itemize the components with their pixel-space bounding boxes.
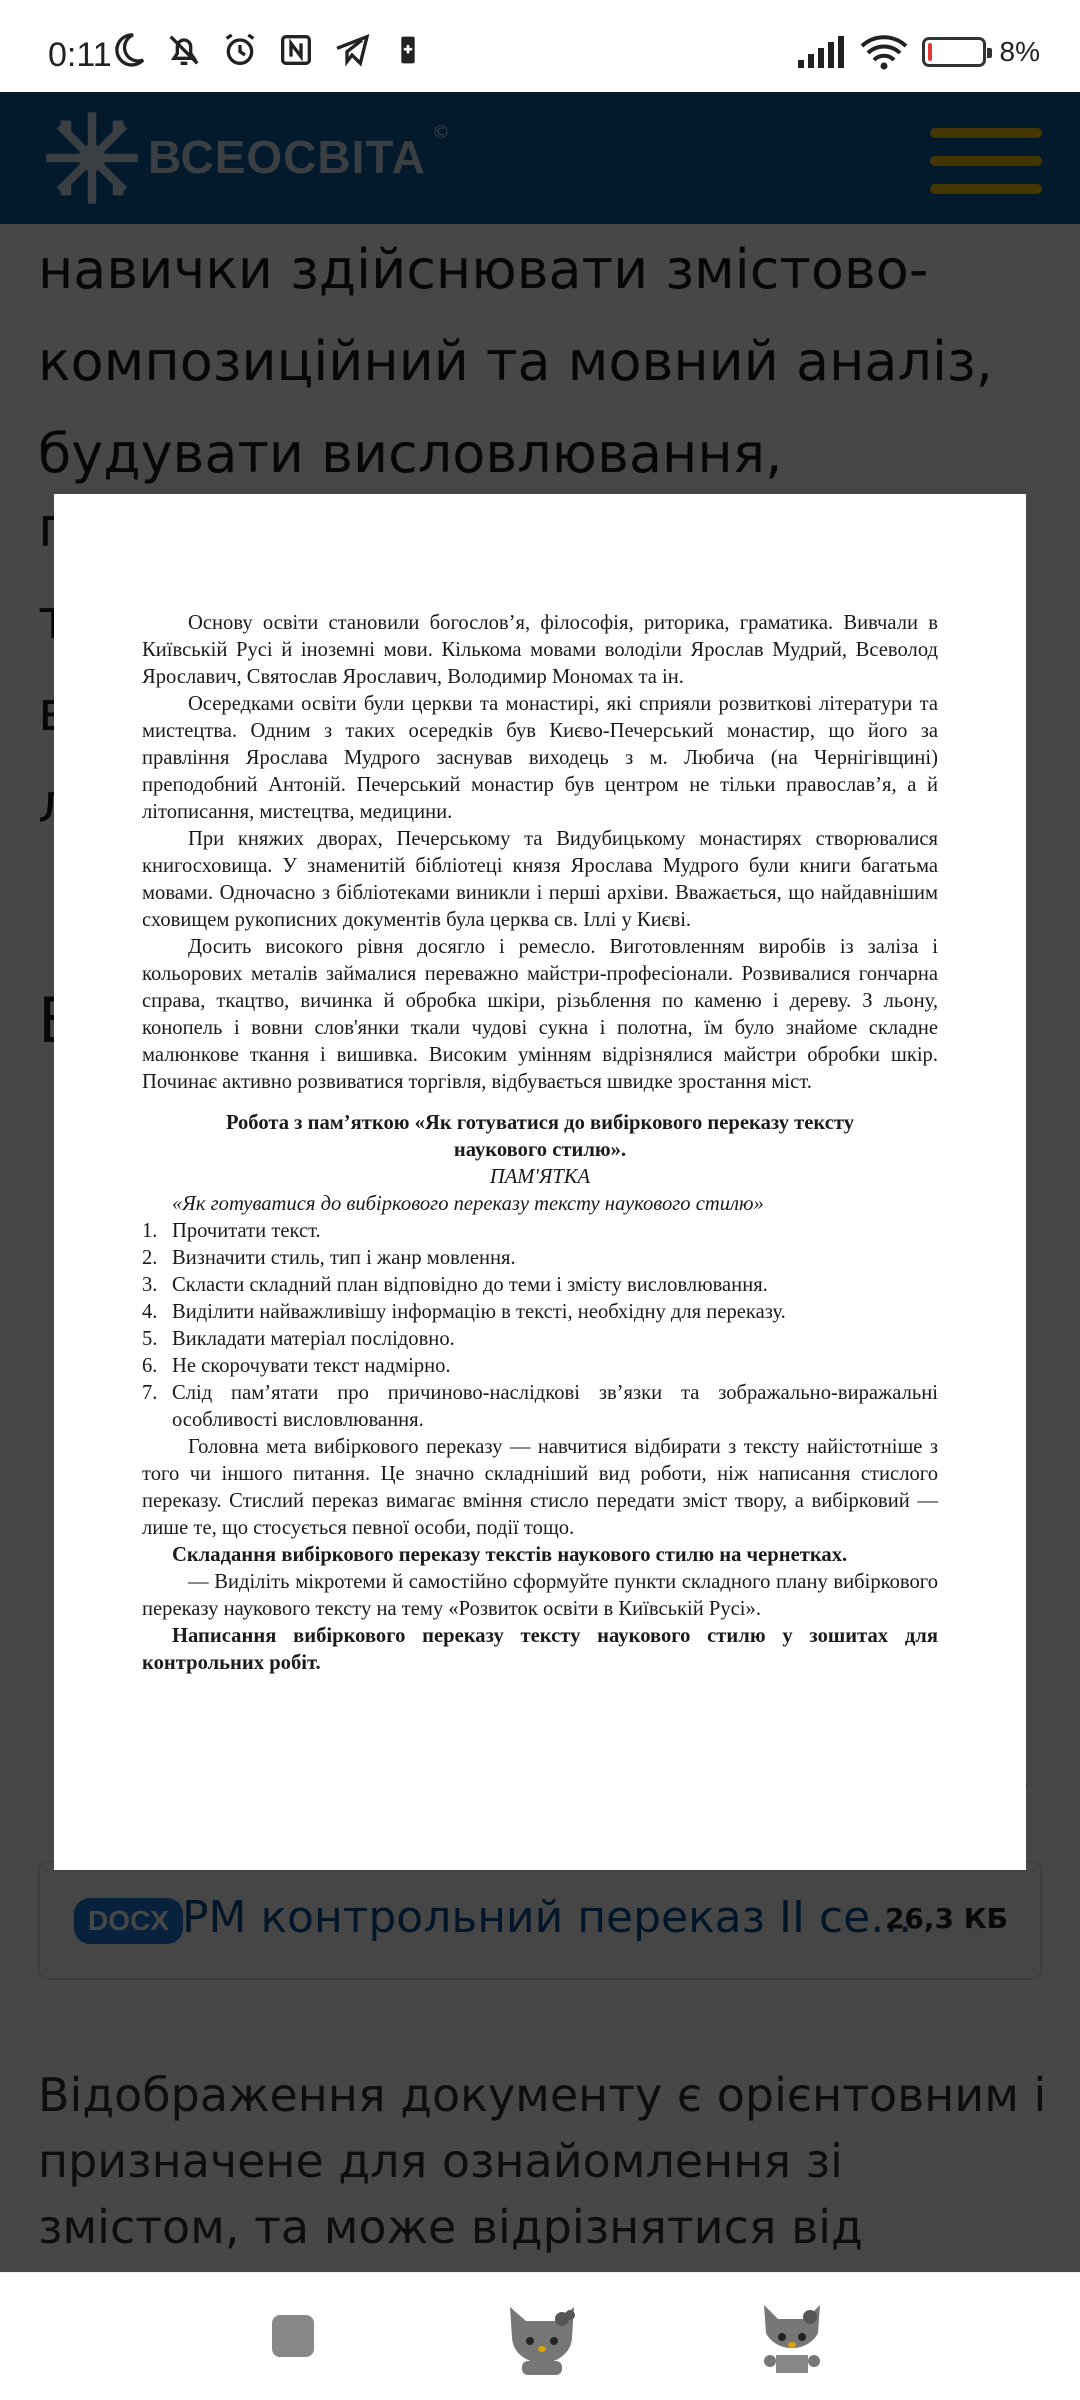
doc-subheading: Складання вибіркового переказу текстів наукового стилю на чернетках. [172, 1544, 848, 1566]
doc-paragraph: Головна мета вибіркового переказу — навчитися відбирати з тексту найістотніше з того чи іншого питання. Це значно складніший вид роботи, ніж написання стислого переказу. Стислий переказ вимагає вміння стисло передати зміст твору, а вибірковий — лише те, що стосується певної особи, події тощо. [142, 1436, 938, 1539]
doc-section-title-line: наукового стилю». [453, 1139, 627, 1161]
back-button-kitty-icon[interactable] [750, 2297, 834, 2377]
doc-subheading: Написання вибіркового переказу тексту наукового стилю у зошитах для контрольних робіт. [142, 1625, 938, 1674]
doc-paragraph: Досить високого рівня досягло і ремесло. Виготовленням виробів із заліза і кольорових металів займалися переважно майстри-професіонали. Розвивалися гончарна справа, ткацтво, вичинка й обробка шкіри, різьблення по каменю і дереву. З льону, конопель і вовни слов'янки ткали чудові сукна і полотна, їм було знайоме складне малюнкове ткання і вишивка. Високим умінням відрізнялися майстри обробки шкір. Починає активно розвиватися торгівля, відбувається швидке зростання міст. [142, 936, 938, 1093]
navigation-bar [0, 2272, 1080, 2400]
memo-item: 5. Викладати матеріал послідовно. [142, 1328, 455, 1350]
nfc-icon [276, 30, 316, 70]
telegram-icon [332, 30, 372, 70]
notification-icons [108, 30, 428, 70]
memo-label: ПАМ'ЯТКА [489, 1166, 591, 1188]
battery-percent: 8% [999, 36, 1040, 67]
status-bar [0, 0, 1080, 92]
moon-icon [108, 30, 148, 70]
doc-paragraph: При княжих дворах, Печерському та Видубицькому монастирях створювалися книгосховища. У знаменитій бібліотеці князя Ярослава Мудрого були книги багатьма мовами. Одночасно з бібліотеками виникли і перші архіви. Вважається, що найдавнішим сховищем рукописних документів була церква св. Іллі у Києві. [142, 828, 938, 931]
memo-title: «Як готуватися до вибіркового переказу тексту наукового стилю» [172, 1193, 764, 1215]
memo-item: 3. Скласти складний план відповідно до теми і змісту висловлювання. [142, 1274, 768, 1296]
battery-level [928, 43, 932, 61]
memo-item: 2. Визначити стиль, тип і жанр мовлення. [142, 1247, 516, 1269]
memo-item: 6. Не скорочувати текст надмірно. [142, 1355, 451, 1377]
clock: 0:11 [48, 36, 112, 74]
doc-section-title [142, 1110, 938, 1164]
document-preview[interactable] [54, 494, 1026, 1870]
system-icons [798, 34, 1040, 70]
doc-paragraph: Осередками освіти були церкви та монастирі, які сприяли розвиткові літератури та мистецтва. Одним з таких осередків був Києво-Печерський монастир, що його за правління Ярослава Мудрого заснував виходець з м. Любича (на Чернігівщині) преподобний Антоній. Печерський монастир був центром не тільки православ’я, а й літописання, мистецтва, медицини. [142, 693, 938, 823]
signal-icon [798, 36, 846, 68]
doc-paragraph: Основу освіти становили богослов’я, філософія, риторика, граматика. Вивчали в Київській Русі й іноземні мови. Кількома мовами володіли Ярослав Мудрий, Всеволод Ярославич, Святослав Ярославич, Володимир Мономах та ін. [142, 612, 938, 688]
memo-item: 7. Слід пам’ятати про причиново-наслідкові зв’язки та зображально-виражальні особливості висловлювання. [142, 1382, 938, 1431]
memo-list [142, 1218, 938, 1434]
home-button-kitty-icon[interactable] [500, 2297, 584, 2377]
memo-item: 1. Прочитати текст. [142, 1220, 321, 1242]
battery-icon [922, 37, 986, 67]
doc-section-title-line: Робота з пам’яткою «Як готуватися до вибіркового переказу тексту [225, 1112, 855, 1134]
memo-item: 4. Виділити найважливішу інформацію в тексті, необхідну для переказу. [142, 1301, 786, 1323]
battery-tip [987, 48, 992, 58]
doc-task: — Виділіть мікротеми й самостійно сформуйте пункти складного плану вибіркового переказу наукового тексту на тему «Розвиток освіти в Київській Русі». [142, 1571, 938, 1620]
battery-saver-icon [388, 30, 428, 70]
alarm-icon [220, 30, 260, 70]
wifi-icon [860, 34, 908, 70]
recent-apps-button[interactable] [272, 2315, 314, 2357]
document-text [142, 610, 938, 1677]
bell-off-icon [164, 30, 204, 70]
